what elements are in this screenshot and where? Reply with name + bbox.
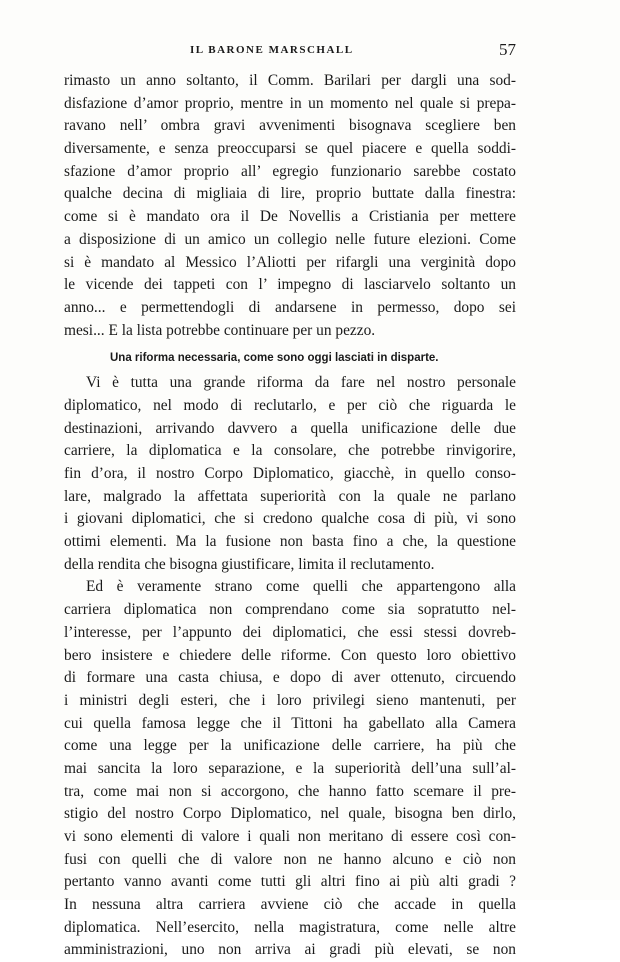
text-line: della rendita che bisogna giustificare, limita il reclutamento. — [64, 555, 435, 573]
text-line: amministrazioni, uno non arriva ai gradi più elevati, se non — [64, 941, 516, 959]
text-line: carriera diplomatica non comprendano come sia sopratutto nel- — [64, 601, 516, 619]
text-line: mai sancita la loro separazione, e la superiorità dell’una sull’al- — [64, 759, 516, 777]
text-line: ravano nell’ ombra gravi avvenimenti bisognava scegliere ben — [64, 117, 516, 135]
text-line: anno... e permettendogli di andarsene in permesso, dopo sei — [64, 298, 516, 316]
text-line: i ministri degli esteri, che i loro privilegi sieno mantenuti, per — [64, 691, 516, 709]
text-line: vi sono elementi di valore i quali non meritano di essere così con- — [64, 828, 516, 845]
page-body — [64, 70, 516, 962]
text-line: destinazioni, arrivando davvero a quella unificazione delle due — [64, 419, 516, 437]
paragraph-1 — [64, 70, 516, 342]
paragraph-3 — [64, 576, 516, 962]
text-line: si è mandato al Messico l’Aliotti per rifargli una verginità dopo — [64, 253, 516, 271]
text-line: diplomatica. Nell’esercito, nella magistratura, come nelle altre — [64, 918, 516, 936]
text-line: mesi... E la lista potrebbe continuare per un pezzo. — [64, 321, 376, 339]
text-line: disfazione d’amor proprio, mentre in un momento nel quale si prepa- — [64, 94, 516, 112]
text-line: diversamente, e senza preoccuparsi se quel piacere e quella soddi- — [64, 140, 516, 158]
text-line: fusi con quelli che di valore non ne hanno alcuno e ciò non — [64, 850, 516, 868]
text-line: carriere, la diplomatica e la consolare, che potrebbe rinvigorire, — [64, 442, 516, 460]
paragraph-2 — [64, 372, 516, 576]
text-line: i giovani diplomatici, che si credono qualche cosa di più, vi sono — [64, 510, 516, 528]
text-line: bero insistere e chiedere delle riforme. Con questo loro obiettivo — [64, 646, 516, 664]
text-line: lare, malgrado la affettata superiorità con la quale ne parlano — [64, 487, 516, 505]
text-line: sfazione d’amor proprio all’ egregio funzionario sarebbe costato — [64, 162, 516, 180]
text-line: pertanto vanno avanti come tutti gli altri fino ai più alti gradi ? — [64, 873, 516, 891]
text-line: le vicende dei tappeti con l’ impegno di lasciarvelo soltanto un — [64, 276, 516, 294]
text-line: tra, come mai non si accorgono, che hanno fatto scemare il pre- — [64, 782, 516, 800]
section-subheading: Una riforma necessaria, come sono oggi lasciati in disparte. — [110, 352, 439, 365]
text-line: Ed è veramente strano come quelli che appartengono alla — [86, 578, 516, 596]
text-line: di formare una casta chiusa, e dopo di aver ottenuto, circuendo — [64, 669, 516, 687]
text-line: In nessuna altra carriera avviene ciò che accade in quella — [64, 896, 516, 914]
text-line: rimasto un anno soltanto, il Comm. Barilari per dargli una sod- — [64, 72, 516, 89]
text-line: stigio del nostro Corpo Diplomatico, nel quale, bisogna ben dirlo, — [64, 805, 516, 823]
text-line: l’interesse, per l’appunto dei diplomatici, che essi stessi dovreb- — [64, 623, 516, 641]
text-line: a disposizione di un amico un collegio nelle future elezioni. Come — [64, 230, 516, 248]
text-line: cui quella famosa legge che il Tittoni ha gabellato alla Camera — [64, 714, 516, 732]
page-number: 57 — [499, 40, 516, 59]
text-line: Vi è tutta una grande riforma da fare nel nostro personale — [86, 374, 516, 392]
page-header — [64, 40, 516, 64]
text-line: come si è mandato ora il De Novellis a Cristiania per mettere — [64, 208, 516, 226]
text-line: come una legge per la unificazione delle carriere, ha più che — [64, 737, 516, 755]
text-line: ottimi elementi. Ma la fusione non basta fino a che, la questione — [64, 533, 516, 551]
text-line: qualche decina di migliaia di lire, proprio buttate dalla finestra: — [64, 185, 516, 203]
running-title: IL BARONE MARSCHALL — [190, 44, 354, 56]
text-line: diplomatico, nel modo di reclutarlo, e per ciò che riguarda le — [64, 396, 516, 414]
text-line: fin d’ora, il nostro Corpo Diplomatico, giacchè, in quello conso- — [64, 465, 516, 482]
